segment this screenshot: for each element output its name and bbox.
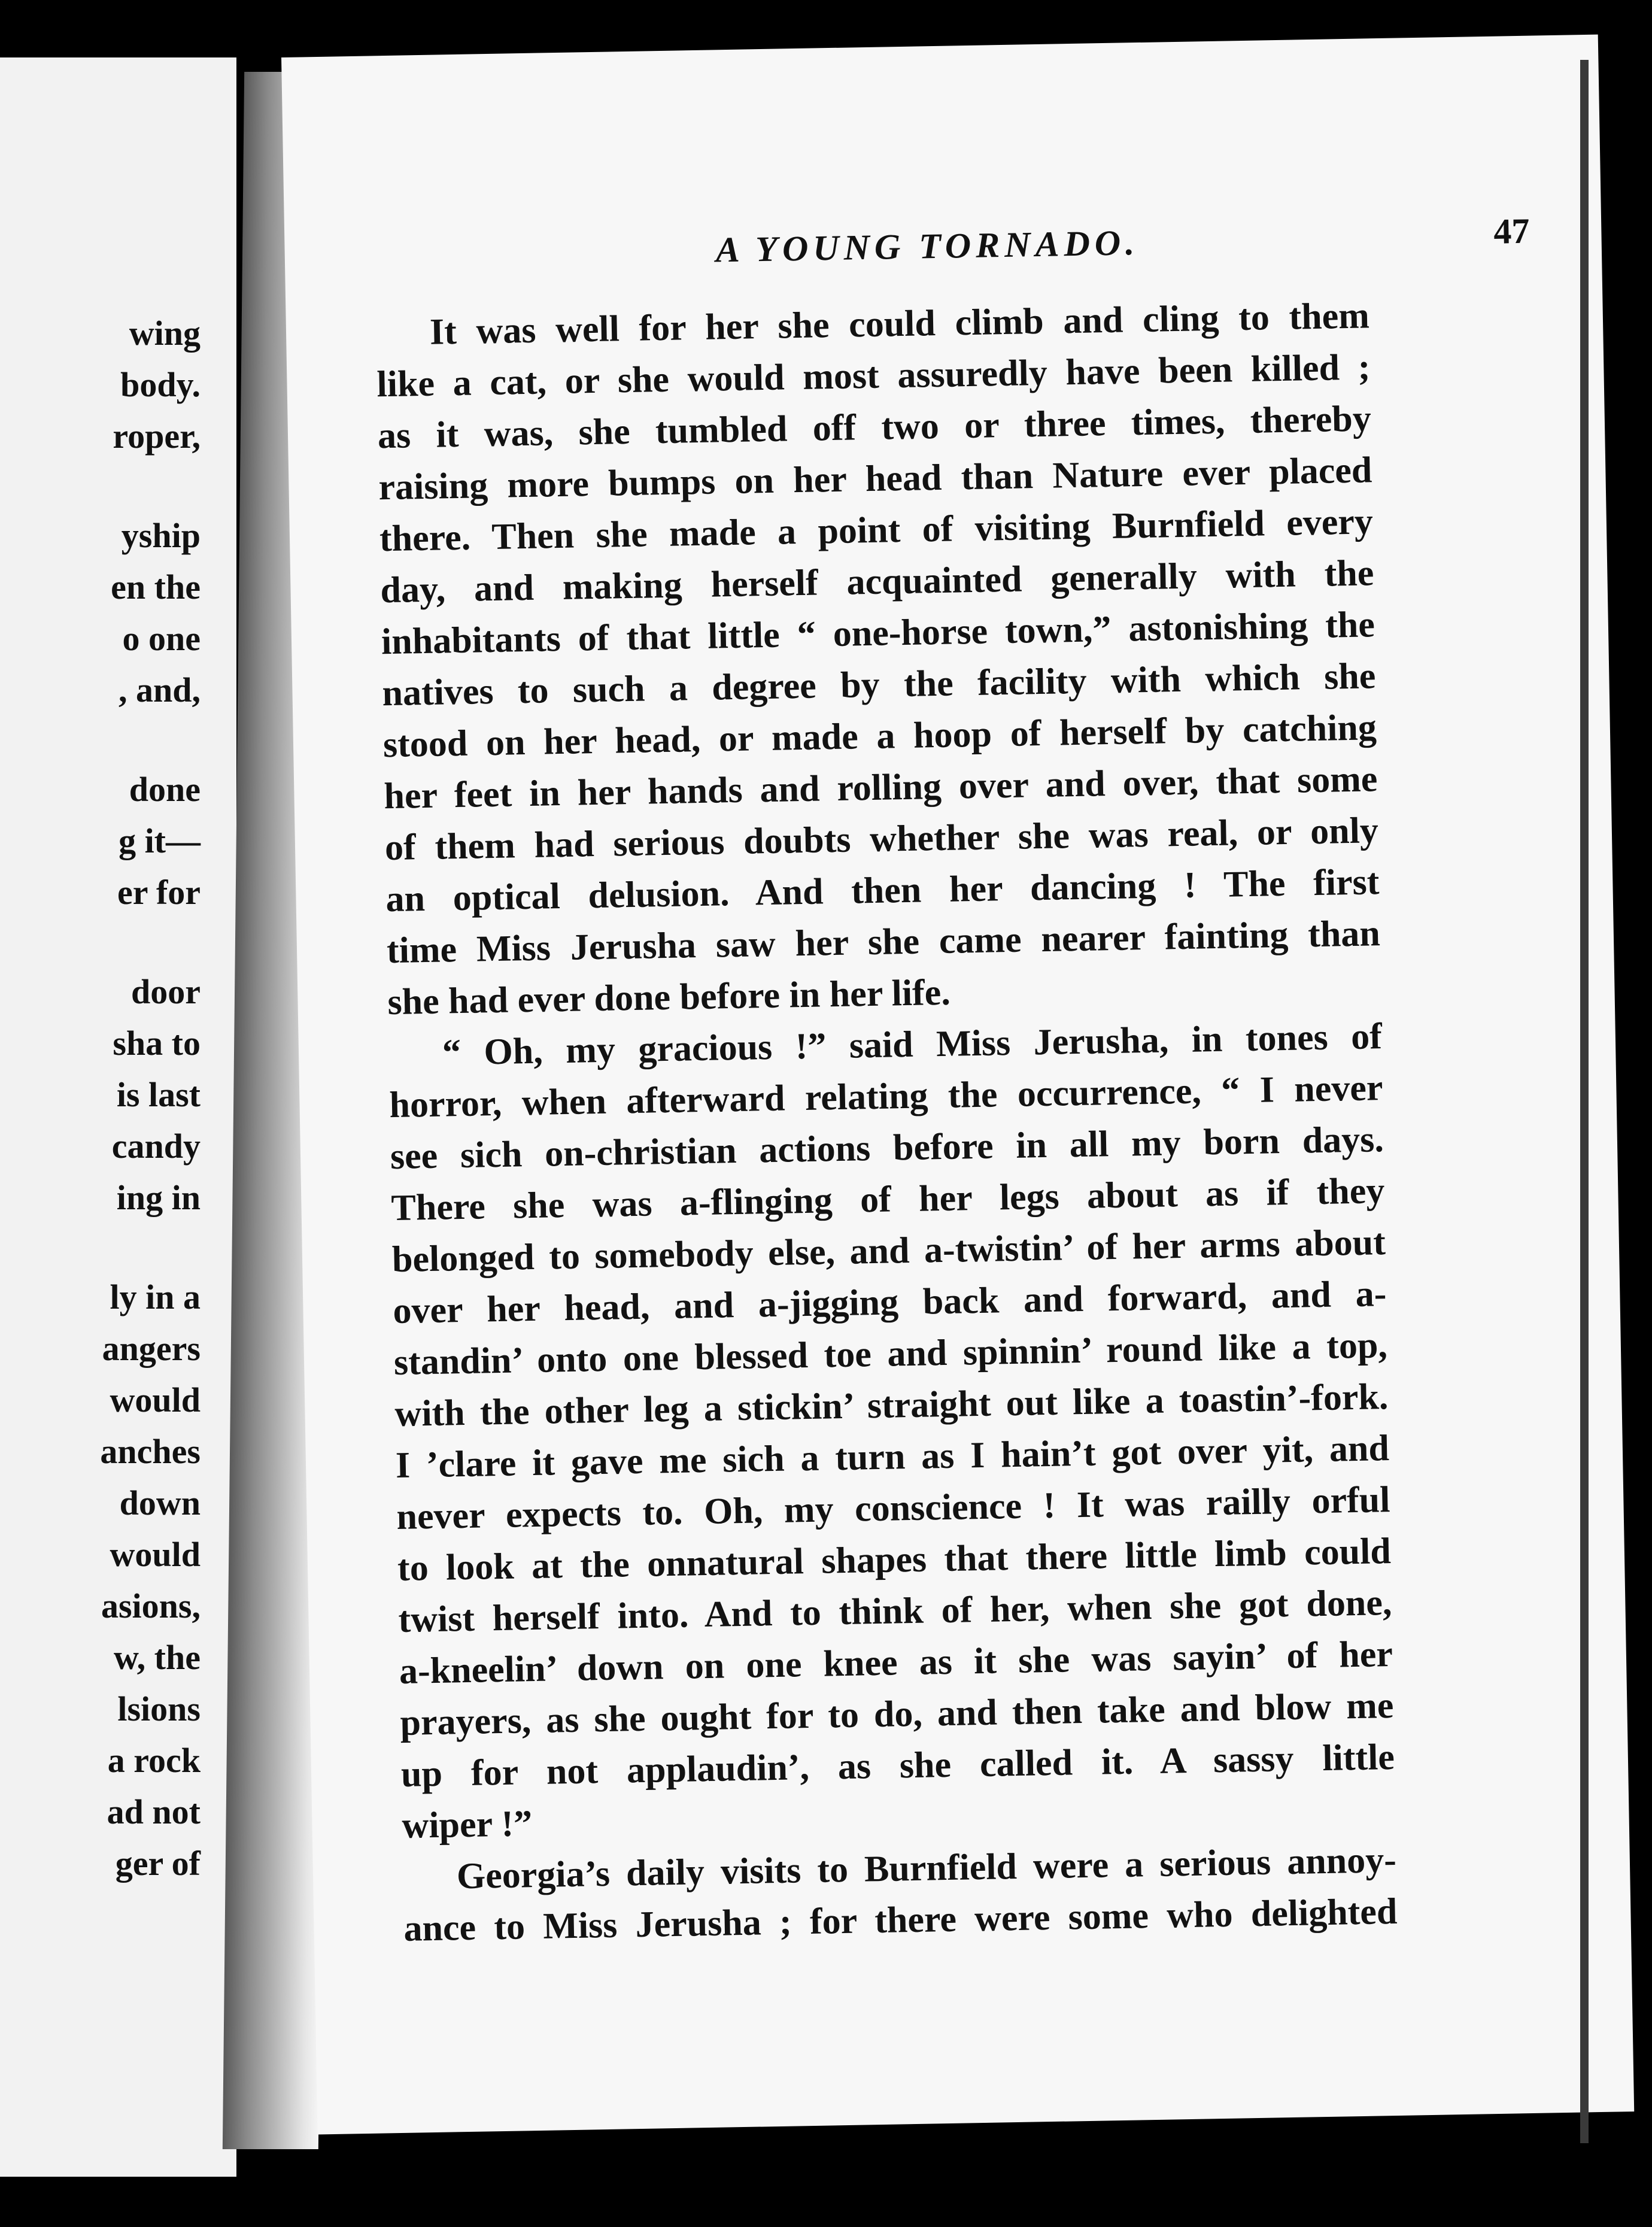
text-line: up for not applaudin’, as she called it. A sassy little — [400, 1736, 1395, 1795]
text-line: belonged to somebody else, and a-twistin’ of her arms about — [391, 1222, 1386, 1281]
text-line: natives to such a degree by the facility with which she — [381, 656, 1376, 714]
text-line: stood on her head, or made a hoop of herself by catching — [382, 707, 1377, 766]
left-page-line: o one — [122, 619, 201, 658]
text-line: time Miss Jerusha saw her she came nearer fainting than — [386, 913, 1381, 972]
text-line: a-kneelin’ down on one knee as it she was sayin’ of her — [399, 1634, 1393, 1692]
text-line: like a cat, or she would most assuredly have been killed ; — [376, 347, 1371, 405]
left-page-line: is last — [116, 1075, 201, 1114]
left-page-line: en the — [111, 568, 201, 606]
text-line: of them had serious doubts whether she was real, or only — [384, 810, 1379, 869]
left-page-line: sha to — [113, 1024, 201, 1063]
text-line: there. Then she made a point of visiting Burnfield every — [379, 501, 1374, 560]
text-line: It was well for her she could climb and cling to them — [429, 295, 1370, 353]
left-page-line: candy — [111, 1127, 201, 1166]
body-text — [375, 290, 1398, 1955]
text-line: day, and making herself acquainted generally with the — [379, 553, 1374, 611]
text-line: wiper !” — [401, 1803, 533, 1846]
left-page-line: , and, — [118, 670, 201, 709]
left-page-line: roper, — [113, 417, 201, 456]
text-line: her feet in her hands and rolling over and over, that some — [383, 758, 1378, 817]
left-page-line: would — [110, 1535, 201, 1574]
left-page-line: down — [119, 1483, 201, 1522]
text-line: prayers, as she ought for to do, and then take and blow me — [399, 1685, 1394, 1743]
page-header — [368, 211, 1566, 284]
text-line: see sich on-christian actions before in all my born days. — [390, 1119, 1384, 1178]
text-line: never expects to. Oh, my conscience ! It was railly orful — [396, 1479, 1390, 1538]
text-line: I ’clare it gave me sich a turn as I hain’t got over yit, and — [395, 1428, 1390, 1486]
text-line: inhabitants of that little “ one-horse town,” astonishing the — [381, 604, 1375, 663]
left-page-line: w, the — [114, 1638, 201, 1677]
text-line: to look at the onnatural shapes that there little limb could — [397, 1531, 1392, 1589]
left-page-line: ger of — [115, 1844, 201, 1883]
left-page-line: door — [131, 972, 201, 1011]
text-line: Georgia’s daily visits to Burnfield were a serious annoy- — [456, 1839, 1397, 1897]
left-page-line: wing — [129, 314, 201, 353]
text-line: an optical delusion. And then her dancing ! The first — [385, 861, 1380, 920]
left-page-line: angers — [102, 1329, 201, 1368]
page-number: 47 — [1493, 211, 1530, 251]
left-page-line: er for — [117, 873, 201, 912]
text-line: raising more bumps on her head than Nature ever placed — [378, 450, 1372, 508]
text-line: as it was, she tumbled off two or three times, thereby — [377, 398, 1372, 457]
text-line: she had ever done before in her life. — [387, 972, 951, 1023]
left-page-line: ly in a — [110, 1278, 201, 1316]
left-page-line: body. — [120, 365, 201, 404]
text-line: horror, when afterward relating the occurrence, “ I never — [388, 1067, 1383, 1126]
text-line: There she was a-flinging of her legs about as if they — [390, 1170, 1385, 1229]
page-edge-shadow — [1580, 60, 1589, 2143]
text-line: standin’ onto one blessed toe and spinnin’ round like a top, — [393, 1325, 1388, 1383]
left-page-line: ad not — [107, 1792, 201, 1831]
left-facing-page — [0, 57, 236, 2177]
left-page-line: asions, — [101, 1586, 201, 1625]
left-page-line: g it— — [119, 821, 201, 860]
text-line: twist herself into. And to think of her, when she got done, — [397, 1582, 1392, 1640]
left-page-line: anches — [100, 1432, 201, 1471]
text-line: with the other leg a stickin’ straight out like a toastin’-fork. — [394, 1376, 1389, 1435]
text-line: ance to Miss Jerusha ; for there were some who delighted — [403, 1891, 1398, 1949]
left-page-line: yship — [121, 516, 201, 555]
left-page-line: lsions — [117, 1689, 201, 1728]
left-page-line: a rock — [107, 1741, 201, 1780]
right-page — [281, 35, 1634, 2135]
text-line: over her head, and a-jigging back and forward, and a- — [392, 1273, 1387, 1332]
left-page-line: would — [110, 1381, 201, 1419]
left-page-line: ing in — [116, 1178, 201, 1217]
running-title: A YOUNG TORNADO. — [715, 223, 1140, 270]
left-page-line: done — [129, 770, 201, 809]
text-line: “ Oh, my gracious !” said Miss Jerusha, in tones of — [442, 1016, 1383, 1073]
